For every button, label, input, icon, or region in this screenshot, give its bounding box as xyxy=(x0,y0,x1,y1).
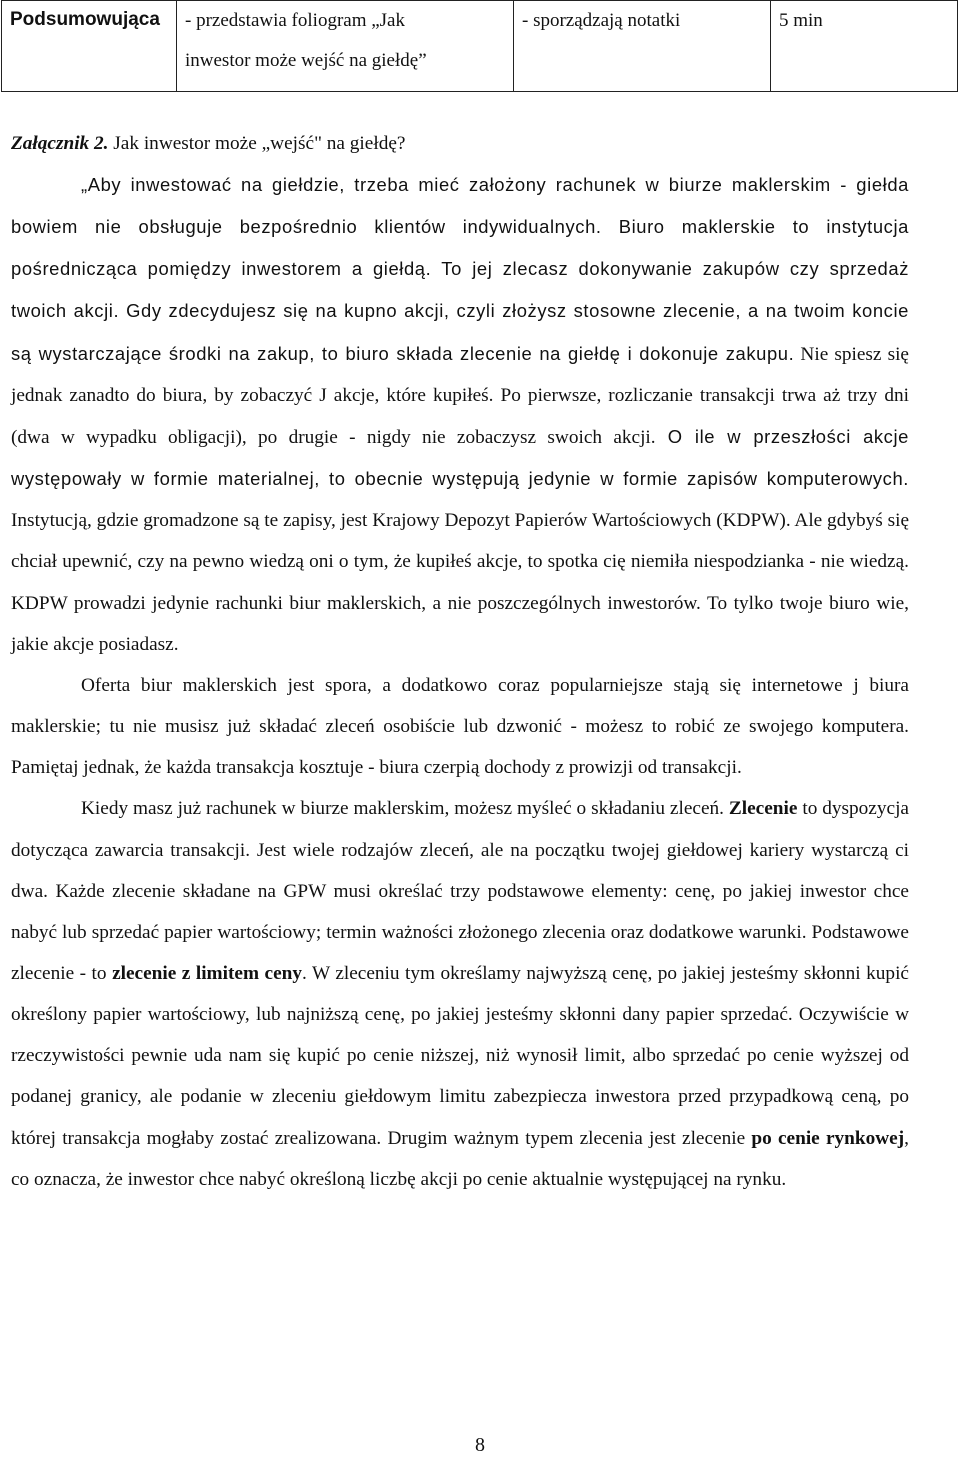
annex-heading xyxy=(11,123,909,164)
table-cell-phase: Podsumowująca xyxy=(2,1,177,92)
paragraph-1 xyxy=(11,164,909,665)
page-number: 8 xyxy=(475,1434,485,1456)
table-cell-teacher-activity xyxy=(177,1,514,92)
term-market-order: po cenie rynkowej xyxy=(751,1127,905,1149)
teacher-activity-line-2: inwestor może wejść na giełdę” xyxy=(185,50,427,71)
p1-sentence-3: To jej zlecasz dokonywanie zakupów czy sprzedaż twoich akcji. xyxy=(11,258,909,322)
p1-sentence-8: Instytucją, gdzie gromadzone są te zapisy, jest Krajowy Depozyt Papierów Wartościowych (KDPW). Ale gdybyś się chciał upewnić, czy na pewno wiedzą oni o tym, że kupiłeś akcje, to spotka cię niemiła niespodzianka - nie wiedzą. KDPW prowadzi jedynie rachunki biur maklerskich, a nie poszczególnych inwestorów. To tylko twoje biuro wie, jakie akcje posiadasz. xyxy=(11,510,910,655)
table-row xyxy=(2,1,958,92)
term-limit-order: zlecenie z limitem ceny xyxy=(112,962,302,984)
p1-sentence-5: Nie spiesz się jednak zanadto do biura, by zobaczyć J akcje, które kupiłeś. xyxy=(11,343,909,406)
paragraph-3 xyxy=(11,788,909,1200)
p1-sentence-1: „Aby inwestować na giełdzie, trzeba mieć założony rachunek w biurze maklerskim - giełda bowiem nie obsługuje bezpośrednio klientów indywidualnych. xyxy=(11,174,909,238)
teacher-activity-line-1: - przedstawia foliogram „Jak xyxy=(185,10,405,31)
annex-title: Jak inwestor może „wejść" na giełdę? xyxy=(108,133,406,154)
article-body xyxy=(11,164,909,1200)
paragraph-2: Oferta biur maklerskich jest spora, a dodatkowo coraz popularniejsze stają się internetowe j biura maklerskie; tu nie musisz już składać zleceń osobiście lub dzwonić - możesz to robić ze swojego komputera. Pamiętaj jednak, że każda transakcja kosztuje - biura czerpią dochody z prowizji od transakcji. xyxy=(11,674,909,779)
p3-sentence-4: , co oznacza, że inwestor chce nabyć określoną liczbę akcji po cenie aktualnie występującej na rynku. xyxy=(11,1127,909,1190)
annex-label: Załącznik 2. xyxy=(11,133,109,154)
p3-sentence-3: . W zleceniu tym określamy najwyższą cenę, po jakiej jesteśmy skłonni kupić określony papier wartościowy, lub najniższą cenę, po jakiej jesteśmy skłonni dany papier sprzedać. Oczywiście w rzeczywistości pewnie uda nam się kupić po cenie niższej, niż wynosił limit, albo sprzedać po cenie wyższej od podanej granicy, ale podanie w zleceniu giełdowym limitu zabezpiecza inwestora przed przypadkową ceną, po której transakcja mogłaby zostać zrealizowana. Drugim ważnym typem zlecenia jest zlecenie xyxy=(11,962,909,1149)
p1-sentence-7: O ile w przeszłości akcje występowały w formie materialnej, to obecnie występują jedynie w formie zapisów komputerowych. xyxy=(11,425,909,490)
p1-sentence-2: Biuro maklerskie to instytucja pośrednicząca pomiędzy inwestorem a giełdą. xyxy=(11,216,909,280)
lesson-plan-table xyxy=(1,0,958,92)
p3-sentence-2: to dyspozycja dotycząca zawarcia transakcji. Jest wiele rodzajów zleceń, ale na początku twojej giełdowej kariery wystarczą ci dwa. Każde zlecenie składane na GPW musi określać trzy podstawowe elementy: cenę, po jakiej inwestor chce nabyć lub sprzedać papier wartościowy; termin ważności złożonego zlecenia oraz dodatkowe warunki. Podstawowe zlecenie - to xyxy=(11,798,909,984)
p1-sentence-4: Gdy zdecydujesz się na kupno akcji, czyli złożysz stosowne zlecenie, a na twoim koncie są wystarczające środki na zakup, to biuro składa zlecenie na giełdę i dokonuje zakupu. xyxy=(11,300,909,364)
term-zlecenie: Zlecenie xyxy=(728,798,798,820)
table-cell-student-activity: - sporządzają notatki xyxy=(514,1,771,92)
p1-sentence-6: Po pierwsze, rozliczanie transakcji trwa aż trzy dni (dwa w wypadku obligacji), po drugie - nigdy nie zobaczysz swoich akcji. xyxy=(11,384,909,448)
p3-sentence-1: Kiedy masz już rachunek w biurze maklerskim, możesz myśleć o składaniu zleceń. xyxy=(81,798,724,820)
table-cell-time: 5 min xyxy=(771,1,958,92)
